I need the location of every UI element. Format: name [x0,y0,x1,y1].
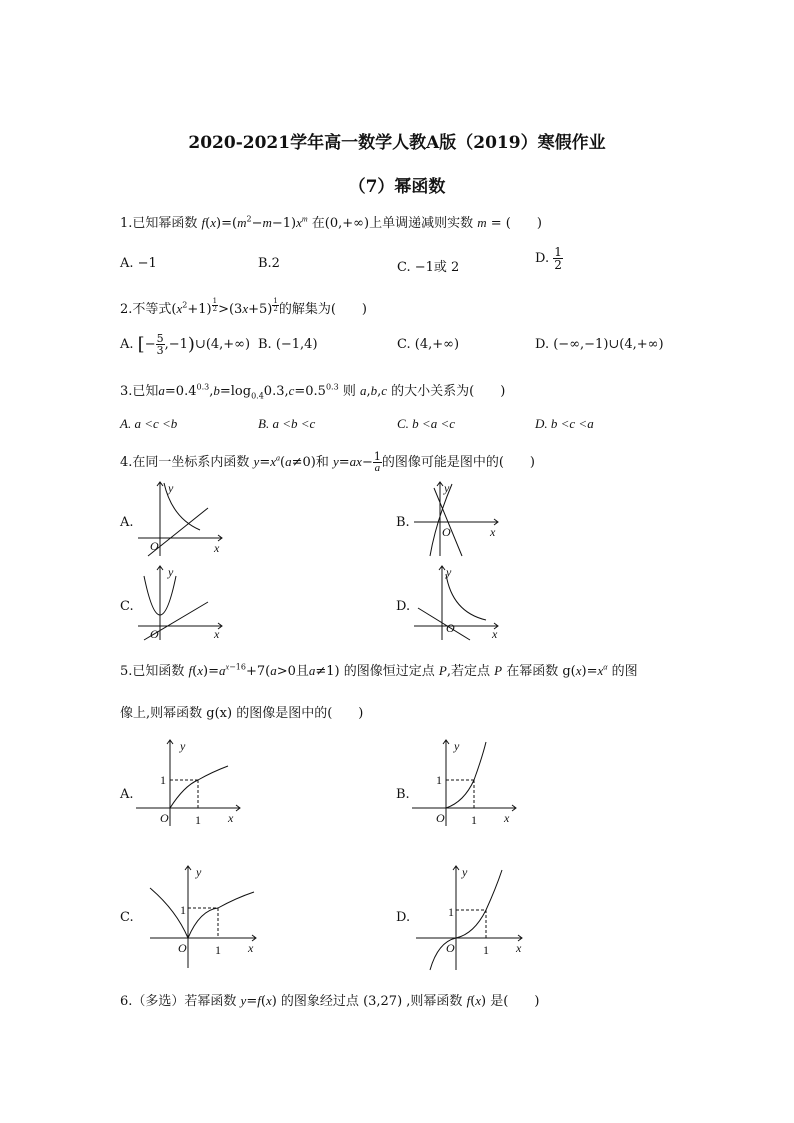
q5-graph-d [416,860,528,972]
q4b-x-label: x [490,525,496,539]
q3-suffix: 的大小关系为( ) [391,384,506,399]
q6-prefix: 6.（多选）若幂函数 [120,994,241,1009]
page-title: 2020-2021学年高一数学人教A版（2019）寒假作业 [188,133,606,153]
q2-option-a: A. [− $\frac{5}{3}$ ,−1)∪(4,+∞) [120,332,251,357]
q1-option-b: B.2 [258,256,280,271]
q5d-origin: O [446,941,455,955]
q2-option-c: C. (4,+∞) [397,337,460,352]
q5-suffix: 的图 [607,664,638,679]
q4-suffix: 的图像可能是图中的( ) [381,455,536,470]
q5b-origin: O [436,811,445,825]
q3-option-a: A. a <c <b [120,416,178,431]
q5-label-c: C. [120,910,134,925]
q4d-origin: O [446,621,455,635]
q6-mid: 的图象经过点 [276,994,364,1009]
q3-option-d: D. b <c <a [535,416,594,431]
q4d-y-label: y [446,565,452,579]
q5c-x-label: x [248,941,254,955]
q1-optd-den: 2 [554,258,562,272]
q4-graph-a [138,478,228,558]
q5c-origin: O [178,941,187,955]
q4a-x-label: x [214,541,220,555]
q6-suffix: 是( ) [486,994,540,1009]
q2-suffix: 的解集为( ) [278,302,367,317]
q5-prefix: 5.已知函数 [120,664,189,679]
q5a-y-label: y [180,739,186,753]
q5-mid2: ,若定点 [446,664,495,679]
q5a-one-x: 1 [195,813,201,827]
question-1: 1.已知幂函数 $f(x)=(m^2-m-1)x^m$ 在(0,+∞)上单调递减则实数 m = ( ) [120,214,542,231]
q5c-y-label: y [196,865,202,879]
q5b-one-y: 1 [436,773,442,787]
q1-option-a: A. −1 [120,256,157,271]
q2-prefix: 2.不等式 [120,302,172,317]
q3-prefix: 3.已知 [120,384,159,399]
page-subtitle: （7）幂函数 [348,177,446,197]
q5-label-b: B. [396,787,410,802]
q4-graph-c [138,562,228,642]
q4b-y-label: y [444,481,450,495]
q5-mid: 的图像恒过定点 [339,664,439,679]
q3-option-b: B. a <b <c [258,416,316,431]
q5d-one-x: 1 [483,943,489,957]
q4b-origin: O [442,525,451,539]
q4c-y-label: y [168,565,174,579]
q5-graph-c [150,860,262,970]
q4-label-c: C. [120,599,134,614]
q5a-x-label: x [228,811,234,825]
q2-option-b: B. (−1,4) [258,337,318,352]
q5-label-a: A. [120,787,134,802]
question-5-line-1: 5.已知函数 $f(x)=a^{x-16}+7(a>0$且a≠1) 的图像恒过定点 P,若定点 P 在幂函数 $g(x)=x^\alpha$ 的图 [120,662,638,679]
q5b-y-label: y [454,739,460,753]
q1-option-d-label: D. [535,251,554,266]
q1-mid: 在(0,+∞)上单调递减则实数 [307,216,478,231]
q2-option-a-label: A. [120,337,138,352]
q1-option-c: C. −1或 2 [397,260,460,275]
q5b-one-x: 1 [471,813,477,827]
q2-option-a-tail: ∪(4,+∞) [194,337,251,352]
q4c-x-label: x [214,627,220,641]
q5d-x-label: x [516,941,522,955]
question-2: 2.不等式$(x^2+1)$ $^{\frac{1}{2}}$ >(3x+5) $^{\frac{1}{2}}$ 的解集为( ) [120,297,367,317]
q5-graph-a [136,736,246,828]
q4a-y-label: y [168,481,174,495]
q5a-origin: O [160,811,169,825]
q4a-origin: O [150,539,159,553]
q4d-x-label: x [492,627,498,641]
q3-option-c: C. b <a <c [397,416,455,431]
q4-label-d: D. [396,599,411,614]
q5d-y-label: y [462,865,468,879]
question-3: 3.已知$a=0.4^{0.3},b=\log_{0.4}0.3,c=0.5^{0.3}$ 则 a,b,c 的大小关系为( ) [120,382,506,401]
q4-graph-d [414,562,504,642]
q4-label-a: A. [120,515,134,530]
q5d-one-y: 1 [448,905,454,919]
q5c-one-y: 1 [180,903,186,917]
q6-point: (3,27) [363,994,403,1009]
q2-option-d: D. (−∞,−1)∪(4,+∞) [535,337,664,352]
q5-graph-b [412,736,522,828]
q1-prefix: 1.已知幂函数 [120,216,202,231]
q5c-one-x: 1 [215,943,221,957]
q4-mid: 和 [315,455,333,470]
q5-mid3: 在幂函数 [502,664,563,679]
q4-graph-b [414,478,504,558]
q4-label-b: B. [396,515,410,530]
q5a-one-y: 1 [160,773,166,787]
question-6: 6.（多选）若幂函数 y=f(x) 的图象经过点 (3,27) ,则幂函数 f(x) 是( ) [120,993,540,1009]
question-5-line-2: 像上,则幂函数 g(x) 的图像是图中的( ) [120,706,364,721]
q4-prefix: 4.在同一坐标系内函数 [120,455,254,470]
q6-mid2: ,则幂函数 [402,994,467,1009]
q1-suffix: = ( ) [486,216,542,231]
q1-optd-num: 1 [554,245,562,259]
q5b-x-label: x [504,811,510,825]
q1-option-d [535,246,563,271]
q4c-origin: O [150,627,159,641]
question-4: 4.在同一坐标系内函数 $y=x^a(a\ne 0)$和 y=ax− $\frac{1}{a}$ 的图像可能是图中的( ) [120,450,536,474]
q5-label-d: D. [396,910,411,925]
